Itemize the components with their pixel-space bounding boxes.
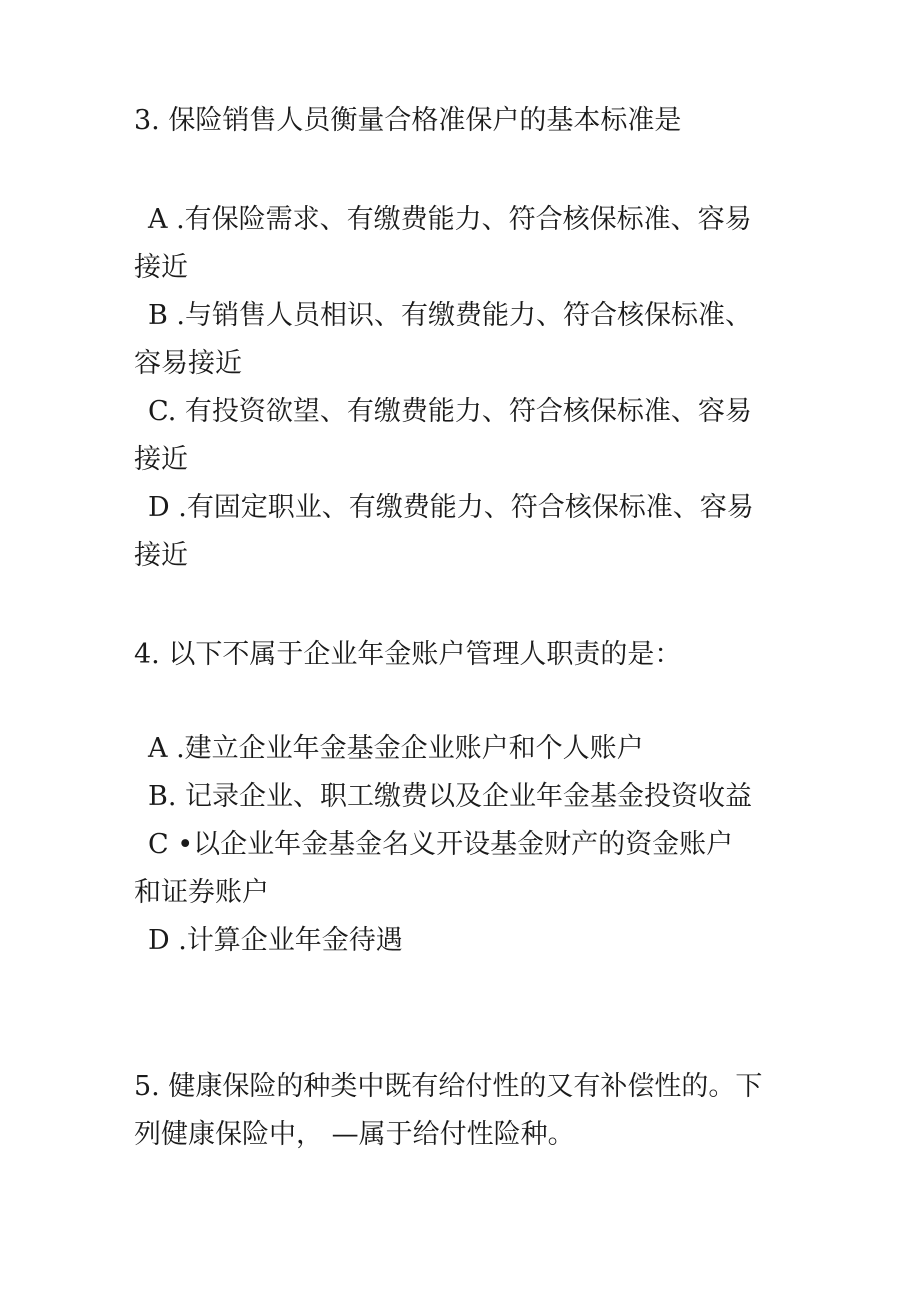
question-3-option-c: C. 有投资欲望、有缴费能力、符合核保标准、容易接近 [134, 396, 752, 475]
question-5-stem: 5. 健康保险的种类中既有给付性的又有补偿性的。下列健康保险中， —属于给付性险种。 [134, 1071, 763, 1150]
question-4-option-c: C •以企业年金基金名义开设基金财产的资金账户和证券账户 [134, 829, 734, 908]
question-3-options [134, 196, 754, 580]
question-4-stem: 4. 以下不属于企业年金账户管理人职责的是： [134, 639, 682, 670]
question-4-option-a: A .建立企业年金基金企业账户和个人账户 [148, 733, 644, 764]
question-3-option-b: B .与销售人员相识、有缴费能力、符合核保标准、容易接近 [134, 300, 753, 379]
question-3-stem: 3. 保险销售人员衡量合格准保户的基本标准是 [134, 105, 682, 136]
question-3-option-a: A .有保险需求、有缴费能力、符合核保标准、容易接近 [134, 204, 752, 283]
question-4-options [134, 725, 754, 965]
question-3-option-d: D .有固定职业、有缴费能力、符合核保标准、容易接近 [134, 492, 754, 571]
question-4-option-b: B. 记录企业、职工缴费以及企业年金基金投资收益 [148, 781, 753, 812]
question-4-option-d: D .计算企业年金待遇 [148, 925, 403, 956]
